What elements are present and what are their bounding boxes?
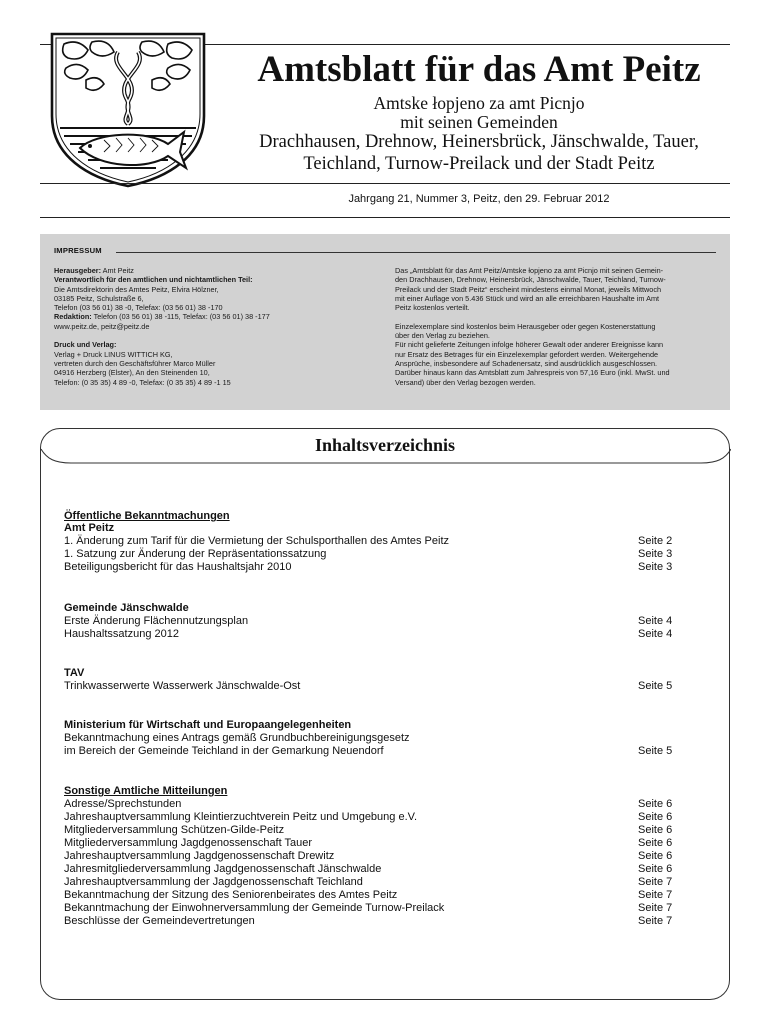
toc-section-heading: Gemeinde Jänschwalde bbox=[64, 602, 189, 614]
print-line: vertreten durch den Geschäftsführer Marco Müller bbox=[54, 358, 216, 368]
masthead-bottom-rule bbox=[40, 183, 730, 184]
toc-entry[interactable]: 1. Änderung zum Tarif für die Vermietung der Schulsporthallen des Amtes Peitz bbox=[64, 535, 450, 547]
toc-page-ref: Seite 6 bbox=[638, 811, 673, 823]
editorial-label: Redaktion: bbox=[54, 312, 92, 322]
toc-page-ref: Seite 2 bbox=[638, 535, 673, 547]
toc-page-ref: Seite 7 bbox=[638, 876, 673, 888]
toc-entry[interactable]: Haushaltssatzung 2012 bbox=[64, 628, 179, 640]
toc-title: Inhaltsverzeichnis bbox=[314, 435, 455, 455]
toc-entry[interactable]: Trinkwasserwerte Wasserwerk Jänschwalde-Ost bbox=[64, 680, 301, 692]
distribution-line: Peitz kostenlos verteilt. bbox=[395, 303, 470, 313]
toc-page-ref: Seite 4 bbox=[638, 615, 673, 627]
toc-entry[interactable]: Jahreshauptversammlung der Jagdgenossenschaft Teichland bbox=[64, 876, 363, 888]
responsible-line: 03185 Peitz, Schulstraße 6, bbox=[54, 293, 144, 303]
toc-page-ref: Seite 7 bbox=[638, 915, 673, 927]
toc-page-ref: Seite 3 bbox=[638, 561, 673, 573]
distribution-line: den Drachhausen, Drehnow, Heinersbrück, Jänschwalde, Tauer, Teichland, Turnow- bbox=[395, 275, 666, 285]
toc-page-ref: Seite 6 bbox=[638, 837, 673, 849]
issue-rule bbox=[40, 217, 730, 218]
toc-section-heading: TAV bbox=[64, 667, 85, 679]
toc-page-ref: Seite 6 bbox=[638, 824, 673, 836]
subscription-line: Für nicht gelieferte Zeitungen infolge höherer Gewalt oder anderer Ereignisse kann bbox=[395, 340, 664, 350]
impressum-box bbox=[40, 234, 730, 410]
subscription-line: über den Verlag zu beziehen. bbox=[395, 331, 490, 341]
toc-entry[interactable]: Erste Änderung Flächennutzungsplan bbox=[64, 615, 249, 627]
masthead-municipalities-line-1: Drachhausen, Drehnow, Heinersbrück, Jänschwalde, Tauer, bbox=[259, 132, 699, 152]
toc-entry[interactable]: Beschlüsse der Gemeindevertretungen bbox=[64, 915, 255, 927]
issue-line: Jahrgang 21, Nummer 3, Peitz, den 29. Februar 2012 bbox=[348, 193, 610, 205]
toc-entry[interactable]: Mitgliederversammlung Schützen-Gilde-Peitz bbox=[64, 824, 285, 836]
toc-page-ref: Seite 7 bbox=[638, 889, 673, 901]
impressum-right-column bbox=[395, 266, 717, 387]
responsible-line: Telefon (03 56 01) 38 -0, Telefax: (03 56 01) 38 -170 bbox=[54, 303, 223, 313]
toc-entry[interactable]: Bekanntmachung der Einwohnerversammlung der Gemeinde Turnow-Preilack bbox=[64, 902, 445, 914]
toc-entry[interactable]: Jahresmitgliederversammlung Jagdgenossenschaft Jänschwalde bbox=[64, 863, 382, 875]
print-line: Verlag + Druck LINUS WITTICH KG, bbox=[54, 349, 173, 359]
editorial-value: Telefon (03 56 01) 38 -115, Telefax: (03 56 01) 38 -177 bbox=[91, 312, 270, 322]
toc-entry[interactable]: im Bereich der Gemeinde Teichland in der Gemarkung Neuendorf bbox=[64, 745, 384, 757]
toc-entry[interactable]: Mitgliederversammlung Jagdgenossenschaft Tauer bbox=[64, 837, 313, 849]
impressum-heading: IMPRESSUM bbox=[54, 246, 102, 255]
subscription-line: Ansprüche, insbesondere auf Schadenersatz, sind ausdrücklich ausgeschlossen. bbox=[395, 358, 658, 368]
subscription-line: Darüber hinaus kann das Amtsblatt zum Jahrespreis von 57,16 Euro (inkl. MwSt. und bbox=[395, 368, 670, 378]
publisher-value: Amt Peitz bbox=[101, 266, 134, 275]
toc-page-ref: Seite 4 bbox=[638, 628, 673, 640]
toc-entry[interactable]: Jahreshauptversammlung Jagdgenossenschaft Drewitz bbox=[64, 850, 335, 862]
toc-page-ref: Seite 6 bbox=[638, 863, 673, 875]
toc-entry[interactable]: Jahreshauptversammlung Kleintierzuchtverein Peitz und Umgebung e.V. bbox=[64, 811, 418, 823]
subscription-line: Einzelexemplare sind kostenlos beim Herausgeber oder gegen Kostenerstattung bbox=[395, 321, 656, 331]
impressum-left-column bbox=[54, 266, 374, 387]
subscription-line: Versand) über den Verlag bezogen werden. bbox=[395, 377, 536, 387]
toc-entry[interactable]: 1. Satzung zur Änderung der Repräsentationssatzung bbox=[64, 548, 327, 560]
masthead-title: Amtsblatt für das Amt Peitz bbox=[257, 49, 701, 90]
table-of-contents bbox=[40, 428, 730, 1000]
toc-page-ref: Seite 5 bbox=[638, 680, 673, 692]
distribution-line: Preilack und der Stadt Peitz“ erscheint mindestens einmal Monat, jeweils Mittwoch bbox=[395, 284, 662, 294]
toc-section-heading: Öffentliche Bekanntmachungen bbox=[64, 510, 230, 522]
print-label: Druck und Verlag: bbox=[54, 340, 117, 350]
distribution-line: mit einer Auflage von 5.436 Stück und wird an alle erreichbaren Haushalte im Amt bbox=[395, 293, 660, 303]
web-contact: www.peitz.de, peitz@peitz.de bbox=[54, 321, 150, 331]
toc-page-ref: Seite 6 bbox=[638, 850, 673, 862]
publisher-label: Herausgeber: bbox=[54, 266, 102, 275]
masthead-municipalities-line-2: Teichland, Turnow-Preilack und der Stadt Peitz bbox=[303, 154, 655, 174]
toc-section-heading: Sonstige Amtliche Mitteilungen bbox=[64, 785, 228, 797]
responsible-label: Verantwortlich für den amtlichen und nichtamtlichen Teil: bbox=[54, 275, 253, 285]
toc-page-ref: Seite 5 bbox=[638, 745, 673, 757]
masthead-subtitle-sorbian: Amtske łopjeno za amt Picnjo bbox=[373, 93, 585, 113]
toc-entry[interactable]: Adresse/Sprechstunden bbox=[64, 798, 182, 810]
toc-page-ref: Seite 7 bbox=[638, 902, 673, 914]
toc-page-ref: Seite 3 bbox=[638, 548, 673, 560]
toc-section-heading: Ministerium für Wirtschaft und Europaangelegenheiten bbox=[64, 719, 352, 731]
distribution-line: Das „Amtsblatt für das Amt Peitz/Amtske łopjeno za amt Picnjo mit seinen Gemein- bbox=[395, 266, 664, 275]
toc-entry[interactable]: Bekanntmachung eines Antrags gemäß Grundbuchbereinigungsgesetz bbox=[64, 732, 410, 744]
toc-subsection-heading: Amt Peitz bbox=[64, 522, 115, 534]
toc-entry[interactable]: Bekanntmachung der Sitzung des Seniorenbeirates des Amtes Peitz bbox=[64, 889, 398, 901]
subscription-line: nur Ersatz des Betrages für ein Einzelexemplar gefordert werden. Weitergehende bbox=[395, 349, 659, 359]
print-line: Telefon: (0 35 35) 4 89 -0, Telefax: (0 35 35) 4 89 -1 15 bbox=[54, 377, 231, 387]
responsible-line: Die Amtsdirektorin des Amtes Peitz, Elvira Hölzner, bbox=[54, 284, 219, 294]
print-line: 04916 Herzberg (Elster), An den Steinenden 10, bbox=[54, 368, 210, 378]
impressum-heading-rule bbox=[116, 252, 716, 253]
coat-of-arms-icon bbox=[44, 28, 212, 188]
masthead-subtitle-german: mit seinen Gemeinden bbox=[400, 112, 558, 132]
toc-entry[interactable]: Beteiligungsbericht für das Haushaltsjahr 2010 bbox=[64, 561, 292, 573]
toc-page-ref: Seite 6 bbox=[638, 798, 673, 810]
